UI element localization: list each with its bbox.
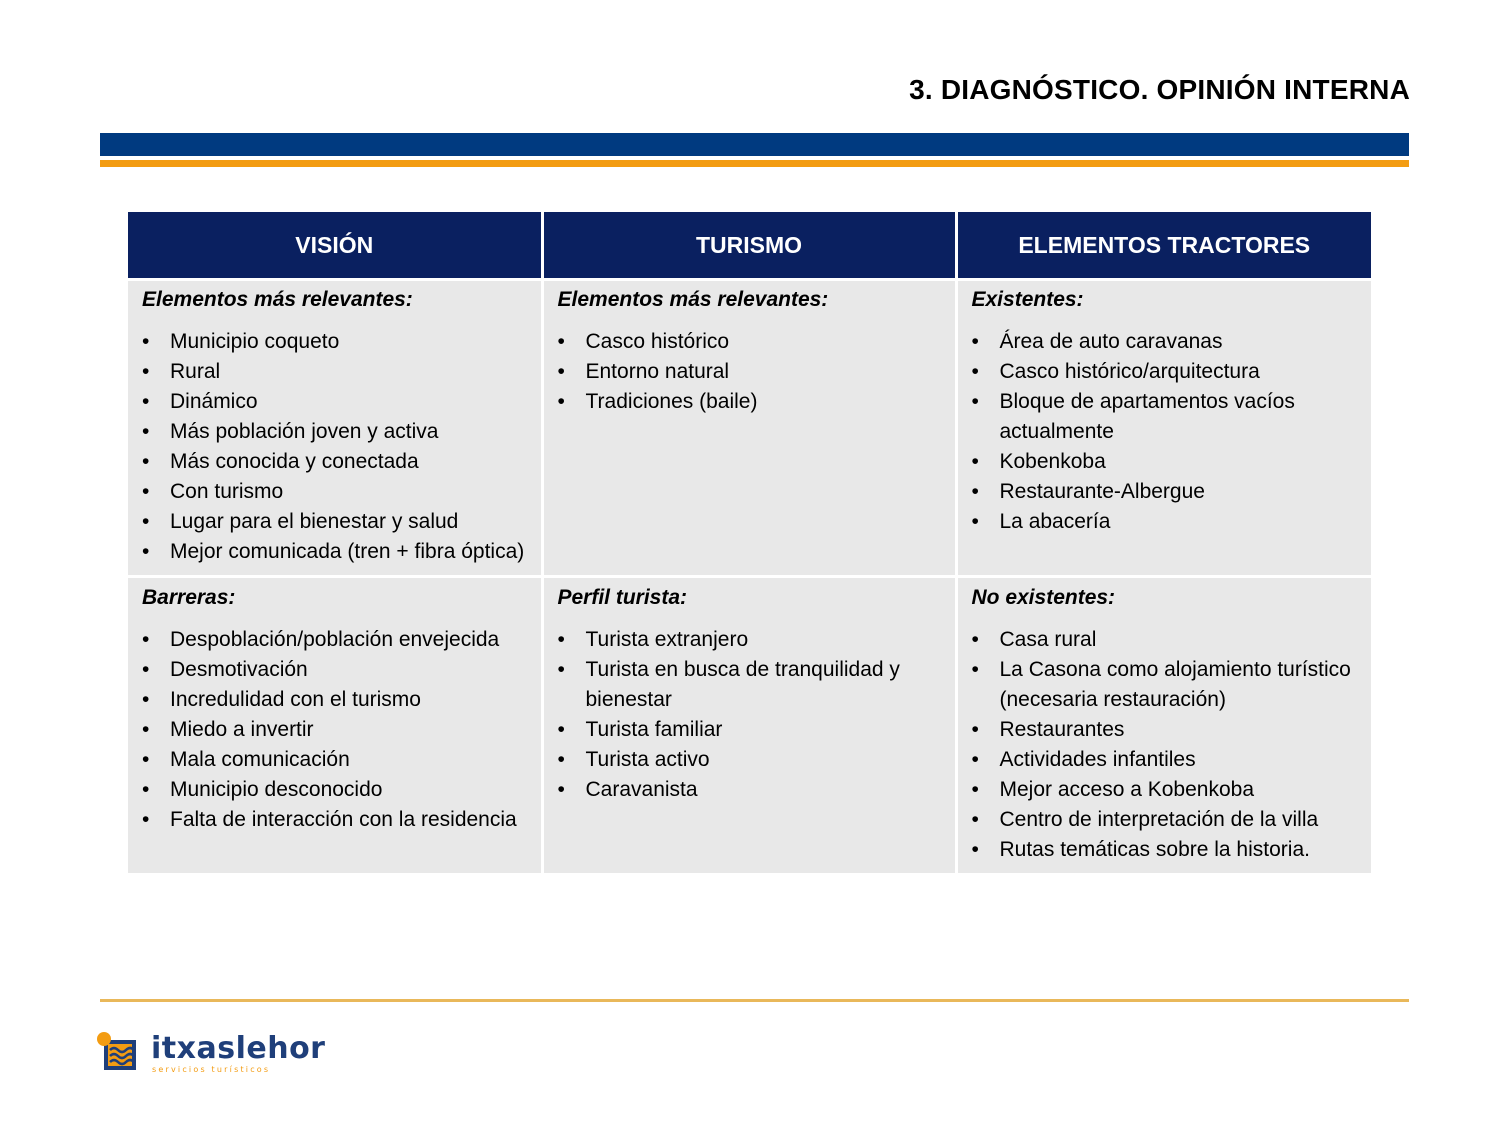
- list-item: • Más conocida y conectada: [142, 447, 529, 477]
- list-item: • La Casona como alojamiento turístico (necesaria restauración): [972, 655, 1360, 715]
- bullet-list: [142, 625, 529, 835]
- list-item: • Casco histórico: [558, 327, 943, 357]
- cell-heading: Existentes:: [971, 288, 1084, 311]
- list-item: • Desmotivación: [142, 655, 529, 685]
- table-header-row: [128, 212, 1371, 280]
- column-header-vision: VISIÓN: [128, 212, 542, 280]
- diagnostic-table: [128, 212, 1371, 876]
- list-item: • Mejor comunicada (tren + fibra óptica): [142, 537, 529, 567]
- logo-wordmark: itxaslehor: [151, 1031, 326, 1066]
- list-item: • Turista en busca de tranquilidad y bienestar: [558, 655, 943, 715]
- table-cell: [956, 280, 1371, 577]
- cell-heading: Barreras:: [142, 586, 236, 609]
- list-item: • Falta de interacción con la residencia: [142, 805, 529, 835]
- list-item: • Mejor acceso a Kobenkoba: [972, 775, 1360, 805]
- list-item: • Incredulidad con el turismo: [142, 685, 529, 715]
- cell-heading: Perfil turista:: [557, 586, 688, 609]
- itxaslehor-logo-icon: [96, 1030, 140, 1074]
- list-item: • Con turismo: [142, 477, 529, 507]
- list-item: • Rutas temáticas sobre la historia.: [972, 835, 1360, 865]
- list-item: • Casco histórico/arquitectura: [972, 357, 1360, 387]
- table-cell: [542, 280, 956, 577]
- list-item: • Centro de interpretación de la villa: [972, 805, 1360, 835]
- table-row: [128, 280, 1371, 577]
- footer-divider: [100, 999, 1409, 1002]
- list-item: • Tradiciones (baile): [558, 387, 943, 417]
- table-cell: [956, 577, 1371, 875]
- list-item: • Restaurante-Albergue: [972, 477, 1360, 507]
- list-item: • Kobenkoba: [972, 447, 1360, 477]
- cell-heading: Elementos más relevantes:: [142, 288, 413, 311]
- list-item: • Restaurantes: [972, 715, 1360, 745]
- table-row: [128, 577, 1371, 875]
- cell-heading: No existentes:: [971, 586, 1116, 609]
- table-cell: [542, 577, 956, 875]
- list-item: • Casa rural: [972, 625, 1360, 655]
- list-item: • Turista activo: [558, 745, 943, 775]
- cell-heading: Elementos más relevantes:: [557, 288, 829, 311]
- list-item: • Más población joven y activa: [142, 417, 529, 447]
- list-item: • La abacería: [972, 507, 1360, 537]
- list-item: • Despoblación/población envejecida: [142, 625, 529, 655]
- list-item: • Rural: [142, 357, 529, 387]
- page-title: 3. DIAGNÓSTICO. OPINIÓN INTERNA: [909, 74, 1410, 105]
- list-item: • Turista familiar: [558, 715, 943, 745]
- list-item: • Municipio coqueto: [142, 327, 529, 357]
- header-band-blue: [100, 133, 1409, 156]
- list-item: • Mala comunicación: [142, 745, 529, 775]
- list-item: • Lugar para el bienestar y salud: [142, 507, 529, 537]
- list-item: • Dinámico: [142, 387, 529, 417]
- bullet-list: [142, 327, 529, 567]
- list-item: • Caravanista: [558, 775, 943, 805]
- list-item: • Bloque de apartamentos vacíos actualmente: [972, 387, 1360, 447]
- list-item: • Entorno natural: [558, 357, 943, 387]
- bullet-list: [972, 625, 1360, 865]
- bullet-list: [972, 327, 1360, 537]
- list-item: • Turista extranjero: [558, 625, 943, 655]
- column-header-elementos-tractores: ELEMENTOS TRACTORES: [956, 212, 1371, 280]
- bullet-list: [558, 327, 943, 417]
- list-item: • Actividades infantiles: [972, 745, 1360, 775]
- list-item: • Miedo a invertir: [142, 715, 529, 745]
- header-band-orange: [100, 160, 1409, 167]
- logo-tagline: servicios turísticos: [152, 1065, 271, 1074]
- table-cell: [128, 280, 542, 577]
- bullet-list: [558, 625, 943, 805]
- column-header-turismo: TURISMO: [542, 212, 956, 280]
- company-logo: [96, 1030, 326, 1080]
- list-item: • Área de auto caravanas: [972, 327, 1360, 357]
- list-item: • Municipio desconocido: [142, 775, 529, 805]
- table-cell: [128, 577, 542, 875]
